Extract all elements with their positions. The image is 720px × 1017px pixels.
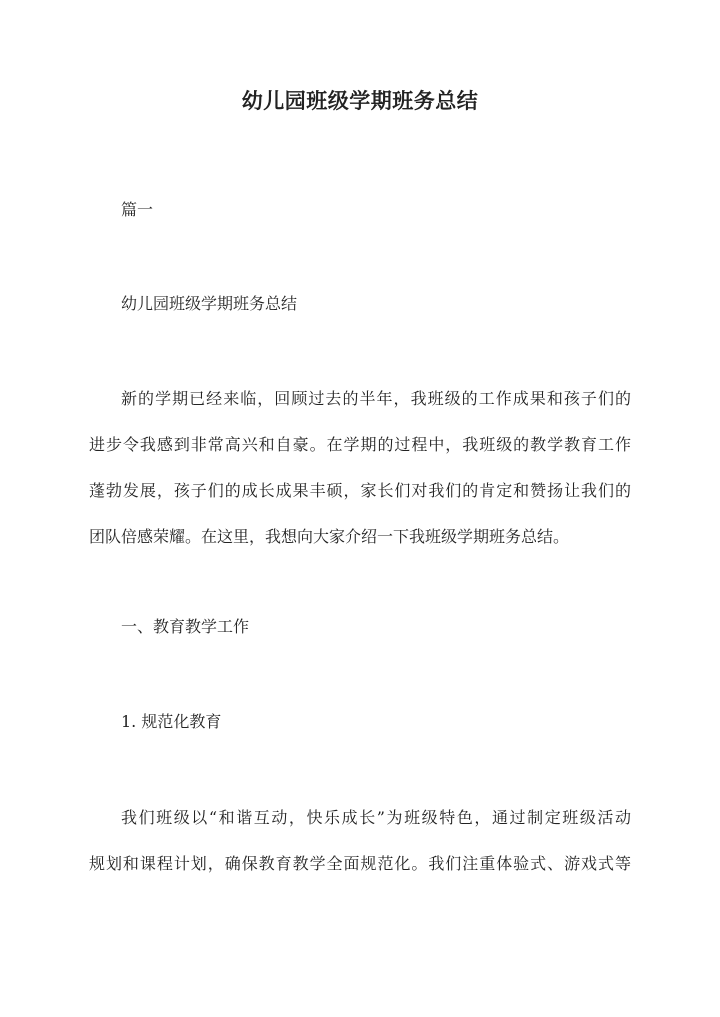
paragraph-line: 进步令我感到非常高兴和自豪。在学期的过程中，我班级的教学教育工作 [89, 435, 631, 454]
paragraph-line: 新的学期已经来临，回顾过去的半年，我班级的工作成果和孩子们的 [121, 389, 631, 408]
document-title: 幼儿园班级学期班务总结 [241, 88, 479, 113]
paragraph-line: 我们班级以“和谐互动，快乐成长”为班级特色，通过制定班级活动 [121, 808, 631, 827]
section-heading: 一、教育教学工作 [121, 617, 250, 636]
subtitle: 幼儿园班级学期班务总结 [121, 294, 298, 313]
paragraph-line: 蓬勃发展，孩子们的成长成果丰硕，家长们对我们的肯定和赞扬让我们的 [89, 481, 631, 500]
paragraph-line: 规划和课程计划，确保教育教学全面规范化。我们注重体验式、游戏式等 [89, 854, 631, 873]
paragraph-line: 团队倍感荣耀。在这里，我想向大家介绍一下我班级学期班务总结。 [89, 527, 570, 546]
part-label: 篇一 [121, 200, 154, 219]
subsection-heading: 1. 规范化教育 [121, 712, 222, 731]
